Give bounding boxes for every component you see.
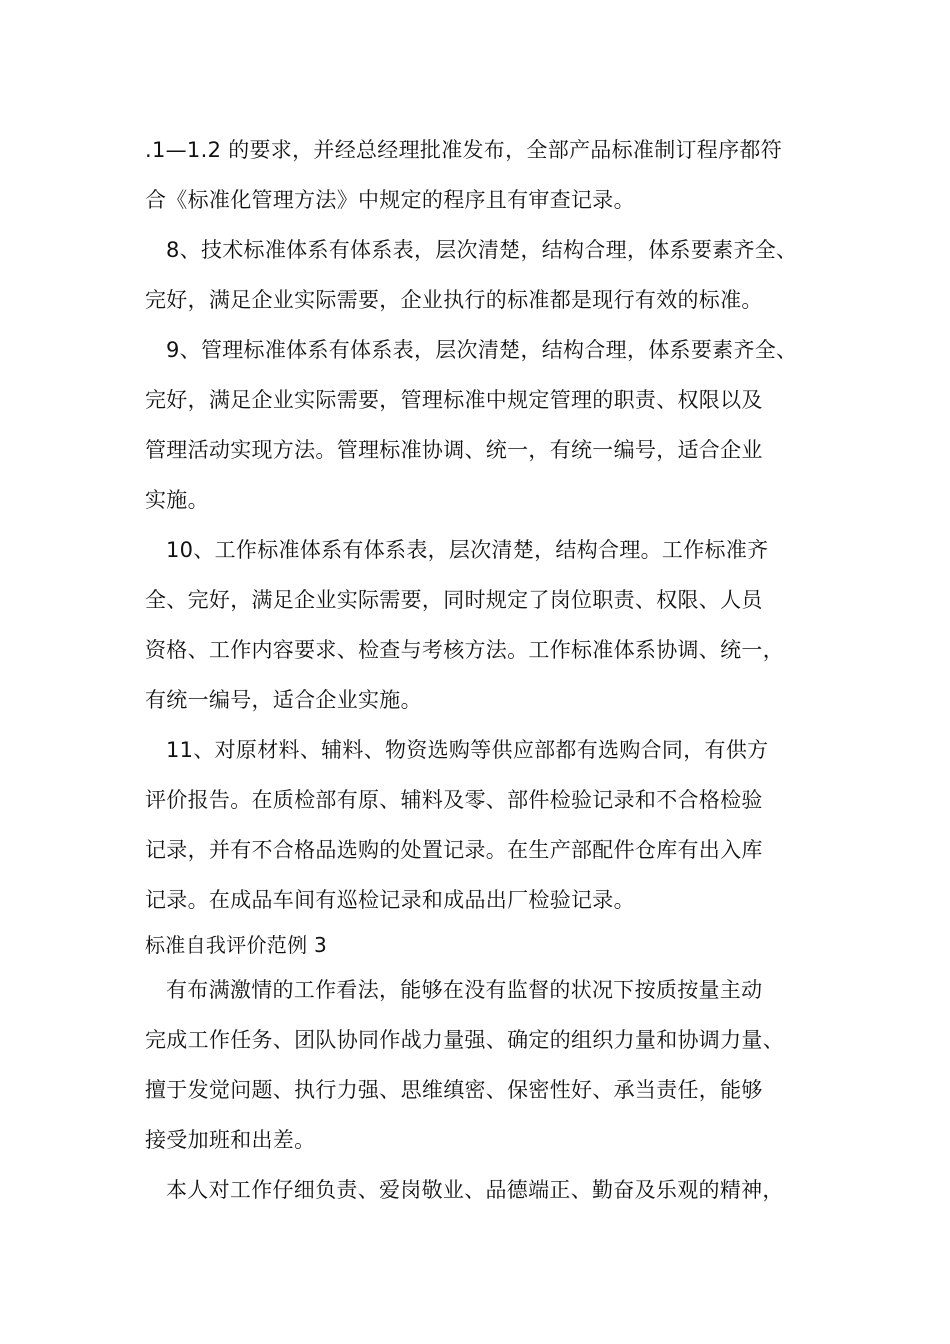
section-heading: 标准自我评价范例 3 (145, 933, 328, 957)
paragraph-line: 完好，满足企业实际需要，企业执行的标准都是现行有效的标准。 (145, 288, 763, 312)
paragraph-line: 完成工作任务、团队协同作战力量强、确定的组织力量和协调力量、 (145, 1028, 784, 1052)
paragraph-line: 10、工作标准体系有体系表，层次清楚，结构合理。工作标准齐 (166, 538, 769, 562)
paragraph-line: 擅于发觉问题、执行力强、思维缜密、保密性好、承当责任，能够 (145, 1078, 763, 1102)
paragraph-line: 实施。 (145, 488, 209, 512)
paragraph-line: .1—1.2 的要求，并经总经理批准发布，全部产品标准制订程序都符 (145, 138, 783, 162)
paragraph-line: 评价报告。在质检部有原、辅料及零、部件检验记录和不合格检验 (145, 788, 763, 812)
paragraph-line: 有统一编号，适合企业实施。 (145, 688, 422, 712)
paragraph-line: 记录，并有不合格品选购的处置记录。在生产部配件仓库有出入库 (145, 838, 763, 862)
paragraph-line: 合《标准化管理方法》中规定的程序且有审查记录。 (145, 188, 635, 212)
paragraph-line: 完好，满足企业实际需要，管理标准中规定管理的职责、权限以及 (145, 388, 763, 412)
paragraph-line: 11、对原材料、辅料、物资选购等供应部都有选购合同，有供方 (166, 738, 769, 762)
paragraph-line: 接受加班和出差。 (145, 1128, 316, 1152)
document-body (145, 125, 835, 1215)
paragraph-line: 本人对工作仔细负责、爱岗敬业、品德端正、勤奋及乐观的精神， (166, 1178, 784, 1202)
paragraph-line: 有布满激情的工作看法，能够在没有监督的状况下按质按量主动 (166, 978, 763, 1002)
paragraph-line: 9、管理标准体系有体系表，层次清楚，结构合理，体系要素齐全、 (166, 338, 798, 362)
paragraph-line: 全、完好，满足企业实际需要，同时规定了岗位职责、权限、人员 (145, 588, 763, 612)
paragraph-line: 8、技术标准体系有体系表，层次清楚，结构合理，体系要素齐全、 (166, 238, 798, 262)
paragraph-line: 资格、工作内容要求、检查与考核方法。工作标准体系协调、统一， (145, 638, 784, 662)
paragraph-line: 记录。在成品车间有巡检记录和成品出厂检验记录。 (145, 888, 635, 912)
paragraph-line: 管理活动实现方法。管理标准协调、统一，有统一编号，适合企业 (145, 438, 763, 462)
